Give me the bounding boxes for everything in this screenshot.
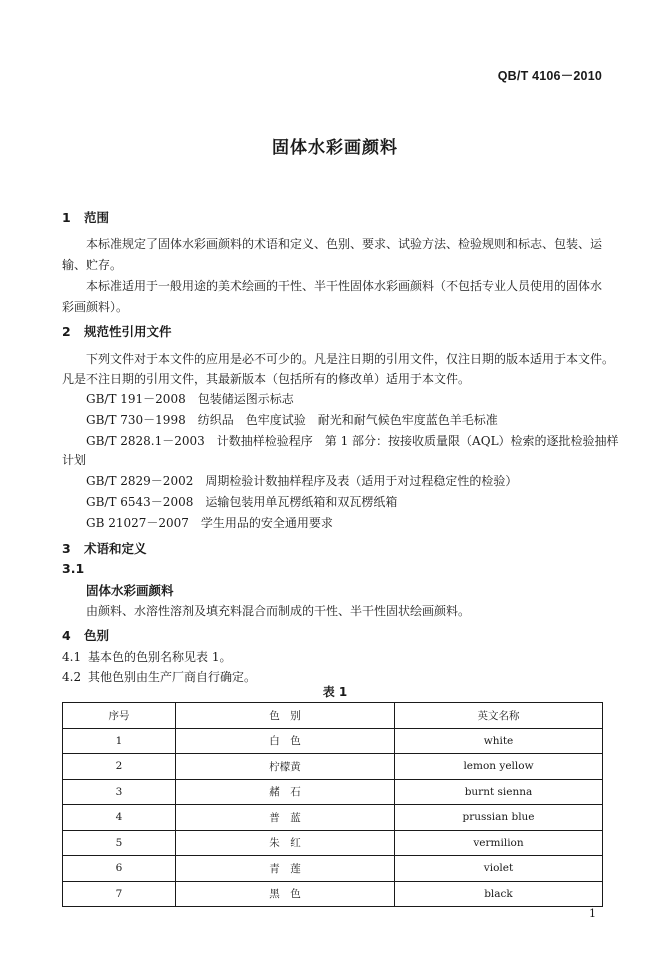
- reference-item: GB/T 2829－2002 周期检验计数抽样程序及表（适用于对过程稳定性的检验）: [86, 474, 518, 488]
- table-row: [63, 881, 603, 907]
- scope-paragraph-2-line-2: 彩画颜料）。: [62, 300, 129, 314]
- section-number: 1: [62, 210, 71, 225]
- section-number: 2: [62, 324, 71, 339]
- term-definition: 由颜料、水溶性溶剂及填充料混合而制成的干性、半干性固状绘画颜料。: [86, 604, 471, 618]
- clause-text: 其他色别由生产厂商自行确定。: [88, 670, 257, 684]
- cell-english: prussian blue: [395, 805, 603, 831]
- cell-index: 5: [63, 830, 176, 856]
- clause-number: 4.1: [62, 650, 82, 664]
- scope-paragraph-2-line-1: 本标准适用于一般用途的美术绘画的干性、半干性固体水彩画颜料（不包括专业人员使用的固体水: [86, 279, 603, 293]
- cell-english: vermilion: [395, 830, 603, 856]
- cell-color: 柠檬黄: [176, 754, 395, 780]
- clause-text: 基本色的色别名称见表 1。: [88, 650, 232, 664]
- table-row: [63, 856, 603, 882]
- cell-color: 黑 色: [176, 881, 395, 907]
- reference-item: GB/T 2828.1－2003 计数抽样检验程序 第 1 部分：按接收质量限（AQL）检索的逐批检验抽样: [86, 434, 619, 448]
- reference-item: GB/T 191－2008 包装储运图示标志: [86, 392, 294, 406]
- cell-color: 朱 红: [176, 830, 395, 856]
- cell-index: 1: [63, 728, 176, 754]
- section-number: 4: [62, 628, 71, 643]
- cell-index: 6: [63, 856, 176, 882]
- clause-number: 4.2: [62, 670, 82, 684]
- table-row: [63, 728, 603, 754]
- table-caption: 表 1: [322, 685, 348, 699]
- term-name: 固体水彩画颜料: [86, 583, 174, 598]
- cell-index: 7: [63, 881, 176, 907]
- cell-index: 2: [63, 754, 176, 780]
- section-3-heading: [62, 539, 147, 557]
- section-title: 范围: [84, 210, 110, 225]
- section-1-heading: [62, 208, 109, 226]
- page-number: 1: [589, 907, 596, 920]
- normative-intro-line-1: 下列文件对于本文件的应用是必不可少的。凡是注日期的引用文件，仅注日期的版本适用于本文件。: [86, 352, 615, 366]
- table-row: [63, 805, 603, 831]
- cell-color: 白 色: [176, 728, 395, 754]
- scope-paragraph-1-line-2: 输、贮存。: [62, 258, 123, 272]
- normative-intro-line-2: 凡是不注日期的引用文件，其最新版本（包括所有的修改单）适用于本文件。: [62, 372, 471, 386]
- scope-paragraph-1-line-1: 本标准规定了固体水彩画颜料的术语和定义、色别、要求、试验方法、检验规则和标志、包装、运: [86, 237, 603, 251]
- header-cell-english: 英文名称: [395, 703, 603, 729]
- table-header-row: [63, 703, 603, 729]
- section-title: 术语和定义: [84, 541, 147, 556]
- section-2-heading: [62, 322, 172, 340]
- table-row: [63, 779, 603, 805]
- table-row: [63, 754, 603, 780]
- reference-item: GB/T 730－1998 纺织品 色牢度试验 耐光和耐气候色牢度蓝色羊毛标准: [86, 413, 498, 427]
- header-cell-color: 色 别: [176, 703, 395, 729]
- section-title: 规范性引用文件: [84, 324, 172, 339]
- document-title: 固体水彩画颜料: [272, 138, 398, 158]
- subsection-3-1-number: 3.1: [62, 561, 85, 576]
- cell-english: burnt sienna: [395, 779, 603, 805]
- cell-english: lemon yellow: [395, 754, 603, 780]
- cell-index: 4: [63, 805, 176, 831]
- clause-4-1: [62, 648, 231, 665]
- cell-english: white: [395, 728, 603, 754]
- cell-english: violet: [395, 856, 603, 882]
- cell-color: 赭 石: [176, 779, 395, 805]
- reference-item-continuation: 计划: [62, 453, 87, 467]
- reference-item: GB 21027－2007 学生用品的安全通用要求: [86, 516, 333, 530]
- cell-index: 3: [63, 779, 176, 805]
- section-4-heading: [62, 626, 109, 644]
- header-cell-index: 序号: [63, 703, 176, 729]
- standard-code: QB/T 4106－2010: [497, 69, 602, 83]
- table-row: [63, 830, 603, 856]
- section-title: 色别: [84, 628, 110, 643]
- color-table: [62, 702, 603, 907]
- cell-english: black: [395, 881, 603, 907]
- section-number: 3: [62, 541, 71, 556]
- reference-item: GB/T 6543－2008 运输包装用单瓦楞纸箱和双瓦楞纸箱: [86, 495, 398, 509]
- cell-color: 普 蓝: [176, 805, 395, 831]
- cell-color: 青 莲: [176, 856, 395, 882]
